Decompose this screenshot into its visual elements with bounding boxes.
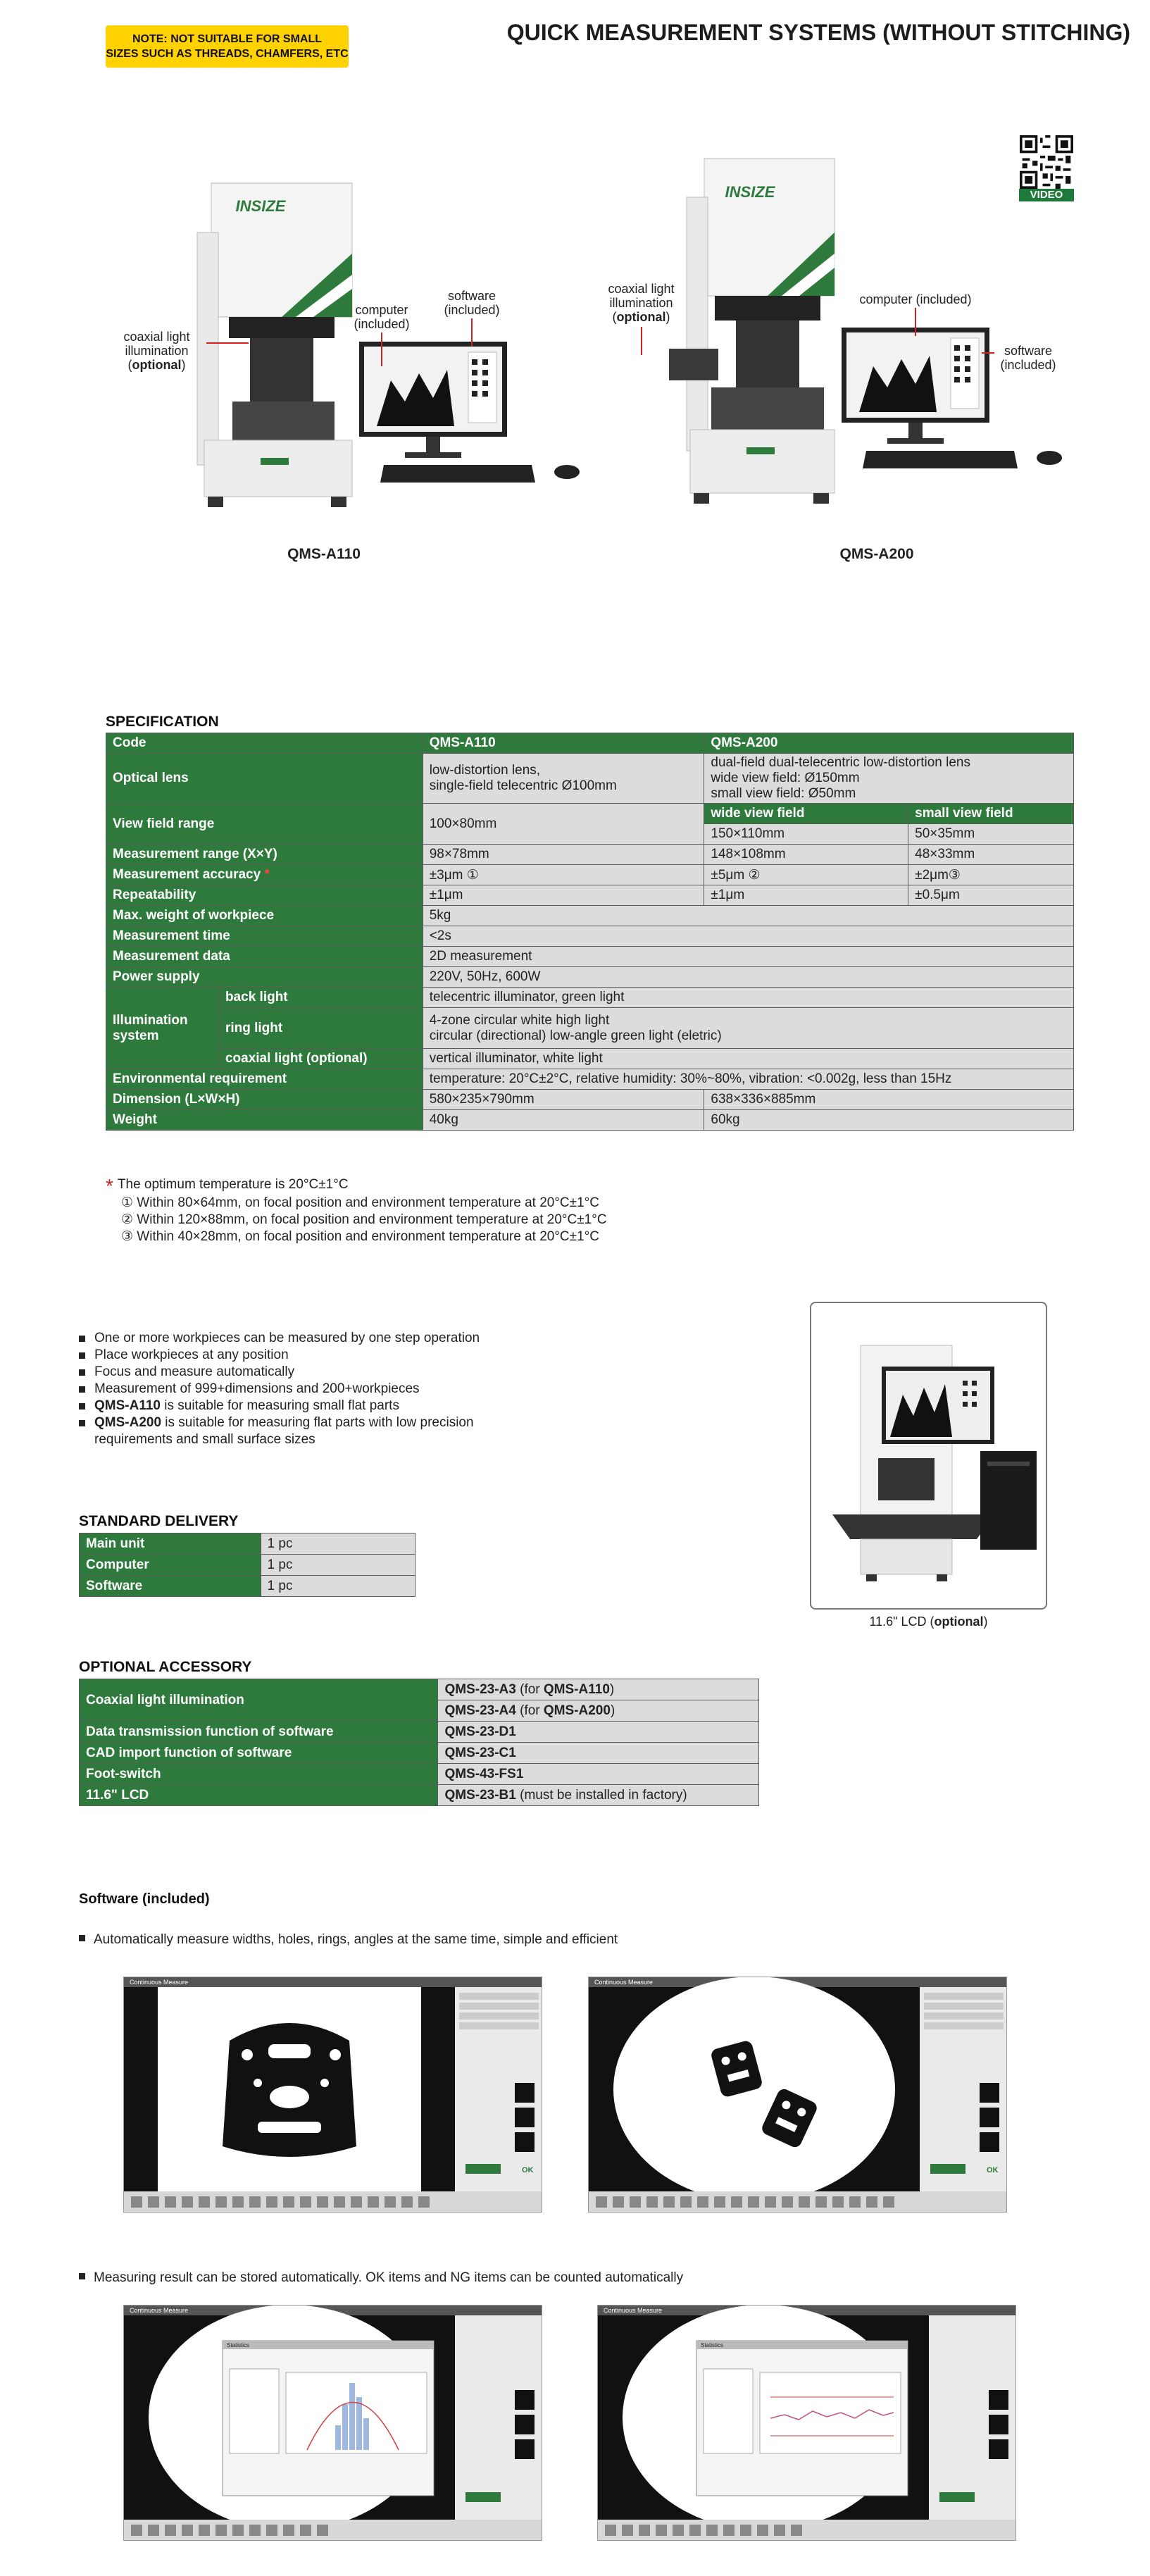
svg-text:Continuous Measure: Continuous Measure: [594, 1979, 654, 1986]
svg-text:INSIZE: INSIZE: [725, 183, 775, 201]
list-item: Place workpieces at any position: [79, 1347, 480, 1364]
svg-text:Continuous Measure: Continuous Measure: [130, 1979, 189, 1986]
table-row: Optical lens low-distortion lens, single-field telecentric Ø100mm dual-field dual-telecentric low-distortion lens wide view field: Ø150mm small view field: Ø50mm: [106, 754, 1074, 804]
a110-software-callout: software (included): [444, 289, 500, 317]
table-row: Main unit 1 pc: [80, 1533, 415, 1555]
spec-table: [106, 733, 1074, 1131]
a110-coaxial-callout: coaxial light illumination (optional): [123, 330, 190, 372]
a110-coaxial-leader: [206, 342, 249, 344]
lcd-machine-illustration: [811, 1303, 1046, 1608]
svg-text:OK: OK: [522, 2166, 534, 2174]
qr-code-icon[interactable]: [1019, 135, 1074, 189]
table-row: 150×110mm 50×35mm: [106, 824, 1074, 845]
list-item: Focus and measure automatically: [79, 1364, 480, 1381]
table-row: Software 1 pc: [80, 1576, 415, 1597]
table-row: Max. weight of workpiece 5kg: [106, 906, 1074, 926]
software-feature-1: Automatically measure widths, holes, rings, angles at the same time, simple and efficient: [79, 1932, 618, 1948]
list-item: QMS-A110 is suitable for measuring small flat parts: [79, 1398, 480, 1414]
a200-computer-callout: computer (included): [859, 292, 972, 306]
model-label-a110: QMS-A110: [287, 546, 361, 562]
a200-software-callout: software (included): [1000, 344, 1056, 372]
a200-computer-leader: [915, 308, 916, 336]
svg-text:Statistics: Statistics: [701, 2342, 724, 2348]
table-row: Repeatability ±1μm ±1μm ±0.5μm: [106, 885, 1074, 906]
spec-heading: SPECIFICATION: [106, 714, 219, 730]
model-label-a200: QMS-A200: [839, 546, 914, 562]
delivery-heading: STANDARD DELIVERY: [79, 1513, 239, 1529]
warning-note-line1: NOTE: NOT SUITABLE FOR SMALL: [132, 33, 322, 45]
software-screenshot-2: [588, 1977, 1007, 2213]
a200-coaxial-leader: [641, 327, 642, 355]
table-row: Foot-switch QMS-43-FS1: [80, 1764, 759, 1785]
table-row: Measurement time <2s: [106, 926, 1074, 947]
list-item: One or more workpieces can be measured by one step operation: [79, 1330, 480, 1347]
svg-text:Continuous Measure: Continuous Measure: [604, 2307, 663, 2314]
table-row: Computer 1 pc: [80, 1555, 415, 1576]
list-item: Measurement of 999+dimensions and 200+workpieces: [79, 1381, 480, 1398]
feature-list: [79, 1330, 480, 1448]
table-row: Measurement range (X×Y) 98×78mm 148×108mm 48×33mm: [106, 845, 1074, 865]
delivery-table: [79, 1533, 415, 1597]
svg-text:Continuous Measure: Continuous Measure: [130, 2307, 189, 2314]
a200-coaxial-callout: coaxial light illumination (optional): [608, 282, 675, 324]
table-row: Code QMS-A110 QMS-A200: [106, 733, 1074, 754]
brand-logo: INSIZE: [235, 197, 286, 215]
table-row: coaxial light (optional) vertical illuminator, white light: [106, 1049, 1074, 1069]
a110-computer-leader: [381, 332, 382, 366]
table-row: CAD import function of software QMS-23-C1: [80, 1743, 759, 1764]
spec-notes: * The optimum temperature is 20°C±1°C ① Within 80×64mm, on focal position and environment temperature at 20°C±1°C ② Within 120×88mm, on focal position and environment temperature at 20°C±1°C ③ Within 40×28mm, on focal position and environment temperature at 20°C±1°C: [106, 1175, 607, 1244]
table-row: Power supply 220V, 50Hz, 600W: [106, 967, 1074, 988]
table-row: Illumination system back light telecentric illuminator, green light: [106, 988, 1074, 1008]
table-row: ring light 4-zone circular white high light circular (directional) low-angle green light (eletric): [106, 1008, 1074, 1049]
software-screenshot-1: [123, 1977, 542, 2213]
a200-software-leader: [982, 352, 994, 354]
software-feature-2: Measuring result can be stored automatically. OK items and NG items can be counted automatically: [79, 2270, 683, 2286]
qms-a200-machine-image: [669, 155, 838, 514]
warning-note: [106, 25, 349, 68]
a110-computer-callout: computer (included): [354, 303, 410, 331]
a110-software-leader: [471, 318, 473, 347]
list-item: QMS-A200 is suitable for measuring flat parts with low precision requirements and small surface sizes: [79, 1414, 480, 1448]
page-title: QUICK MEASUREMENT SYSTEMS (WITHOUT STITCHING): [506, 20, 1130, 45]
table-row: QMS-23-A4 (for QMS-A200): [80, 1700, 759, 1722]
software-screenshot-4: [597, 2305, 1016, 2541]
table-row: Weight 40kg 60kg: [106, 1110, 1074, 1131]
table-row: View field range 100×80mm wide view field small view field: [106, 804, 1074, 824]
accessory-heading: OPTIONAL ACCESSORY: [79, 1659, 252, 1675]
qms-a110-computer-image: [356, 338, 595, 486]
svg-text:Statistics: Statistics: [227, 2342, 250, 2348]
table-row: Data transmission function of software QMS-23-D1: [80, 1722, 759, 1743]
table-row: 11.6" LCD QMS-23-B1 (must be installed in factory): [80, 1785, 759, 1806]
table-row: Measurement data 2D measurement: [106, 947, 1074, 967]
table-row: Coaxial light illumination QMS-23-A3 (for QMS-A110): [80, 1679, 759, 1700]
software-heading: Software (included): [79, 1891, 210, 1907]
lcd-option-image: [810, 1302, 1047, 1610]
table-row: Dimension (L×W×H) 580×235×790mm 638×336×885mm: [106, 1090, 1074, 1110]
qms-a110-machine-image: [190, 176, 359, 514]
software-screenshot-3: [123, 2305, 542, 2541]
warning-note-line2: SIZES SUCH AS THREADS, CHAMFERS, ETC: [106, 48, 349, 60]
table-row: Environmental requirement temperature: 20°C±2°C, relative humidity: 30%~80%, vibration: <0.002g, less than 15Hz: [106, 1069, 1074, 1090]
lcd-caption: 11.6" LCD (optional): [869, 1614, 988, 1629]
table-row: Measurement accuracy * ±3μm ① ±5μm ② ±2μm③: [106, 865, 1074, 885]
accessory-table: [79, 1679, 759, 1806]
qr-video-label: VIDEO: [1019, 189, 1074, 201]
svg-text:OK: OK: [987, 2166, 999, 2174]
